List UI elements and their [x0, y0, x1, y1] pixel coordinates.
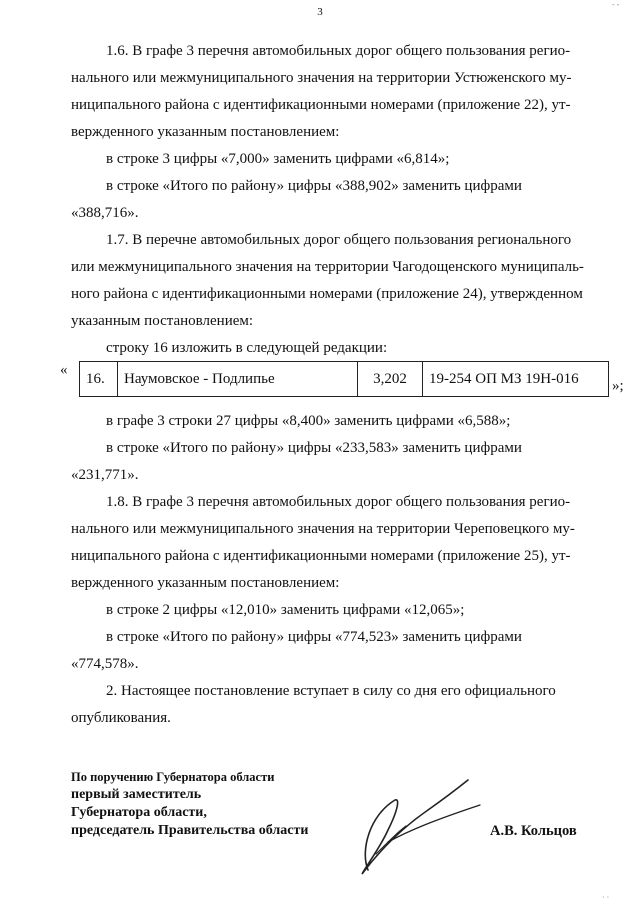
signatory-title: первый заместитель — [71, 787, 202, 802]
signatory-authority: По поручению Губернатора области — [71, 770, 275, 784]
paragraph-2-line: опубликования. — [71, 710, 171, 726]
paragraph-1-7-line: 1.7. В перечне автомобильных дорог общего пользования регионального — [106, 232, 572, 248]
page-number: 3 — [317, 6, 323, 18]
edit-instruction: в графе 3 строки 27 цифры «8,400» заменить цифрами «6,588»; — [106, 413, 511, 429]
quote-open: « — [60, 362, 68, 378]
road-name-cell: Наумовское - Подлипье — [118, 362, 358, 397]
edit-instruction: «774,578». — [71, 656, 139, 672]
signature-block — [71, 768, 308, 840]
handwritten-signature — [340, 770, 490, 880]
paragraph-1-7-line: или межмуниципального значения на территории Чагодощенского муниципаль- — [71, 259, 584, 275]
paragraph-1-8-line: ниципального района с идентификационными номерами (приложение 25), ут- — [71, 548, 571, 564]
edit-instruction: в строке 2 цифры «12,010» заменить цифрами «12,065»; — [106, 602, 465, 618]
signatory-name: А.В. Кольцов — [490, 823, 577, 839]
table-row — [80, 362, 609, 397]
paragraph-1-7-line: ного района с идентификационными номерами (приложение 24), утвержденном — [71, 286, 583, 302]
length-cell: 3,202 — [358, 362, 423, 397]
paragraph-1-6-line: вержденного указанным постановлением: — [71, 124, 340, 140]
paragraph-1-8-line: 1.8. В графе 3 перечня автомобильных дорог общего пользования регио- — [106, 494, 571, 510]
edit-instruction: «231,771». — [71, 467, 139, 483]
paragraph-1-6-line: 1.6. В графе 3 перечня автомобильных дорог общего пользования регио- — [106, 43, 571, 59]
row-number-cell: 16. — [80, 362, 118, 397]
corner-mark-bottom: · · — [602, 893, 610, 902]
paragraph-1-6-line: ниципального района с идентификационными номерами (приложение 22), ут- — [71, 97, 571, 113]
road-table — [79, 361, 609, 397]
edit-instruction: в строке «Итого по району» цифры «233,583» заменить цифрами — [106, 440, 522, 456]
edit-instruction: в строке 3 цифры «7,000» заменить цифрами «6,814»; — [106, 151, 450, 167]
row-instruction: строку 16 изложить в следующей редакции: — [106, 340, 388, 356]
paragraph-1-8-line: нального или межмуниципального значения на территории Череповецкого му- — [71, 521, 575, 537]
edit-instruction: в строке «Итого по району» цифры «388,902» заменить цифрами — [106, 178, 522, 194]
paragraph-1-6-line: нального или межмуниципального значения на территории Устюженского му- — [71, 70, 572, 86]
paragraph-2-line: 2. Настоящее постановление вступает в силу со дня его официального — [106, 683, 556, 699]
corner-mark-top: - - — [612, 0, 620, 9]
signatory-title: председатель Правительства области — [71, 823, 309, 838]
id-number-cell: 19-254 ОП МЗ 19Н-016 — [423, 362, 609, 397]
edit-instruction: в строке «Итого по району» цифры «774,523» заменить цифрами — [106, 629, 522, 645]
signatory-title: Губернатора области, — [71, 805, 207, 820]
paragraph-1-8-line: вержденного указанным постановлением: — [71, 575, 340, 591]
edit-instruction: «388,716». — [71, 205, 139, 221]
quote-close: »; — [612, 378, 624, 394]
paragraph-1-7-line: указанным постановлением: — [71, 313, 254, 329]
